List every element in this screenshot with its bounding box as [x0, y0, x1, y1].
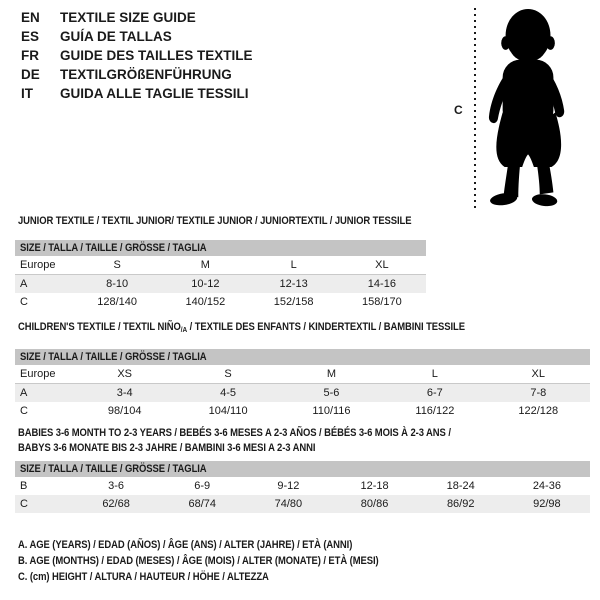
table-cell: 80/86 [331, 495, 417, 513]
row-label: C [20, 405, 28, 417]
table-cell: 86/92 [418, 495, 504, 513]
table-cell: 12-18 [360, 480, 389, 492]
row-label: A [15, 275, 73, 294]
baby-figure [448, 5, 598, 213]
table-cell: 74/80 [245, 495, 331, 513]
table-cell: XL [338, 256, 426, 275]
table-row-europe [15, 365, 590, 384]
table-cell: 62/68 [73, 495, 159, 513]
children-section-title [18, 321, 465, 334]
table-cell: 3-6 [108, 480, 125, 492]
table-cell: 3-4 [73, 384, 176, 403]
legend-line-a: A. AGE (YEARS) / EDAD (AÑOS) / ÂGE (ANS) / ALTER (JAHRE) / ETÀ (ANNI) [18, 539, 353, 551]
table-cell: 158/170 [361, 296, 402, 308]
lang-row-fr [21, 46, 253, 65]
row-label: Europe [15, 256, 73, 275]
row-label: C [20, 296, 28, 308]
table-cell: 6-9 [194, 480, 211, 492]
junior-size-header-bar [15, 240, 426, 256]
language-title-list [21, 8, 253, 103]
height-dotted-line [474, 8, 476, 208]
table-cell: XL [487, 365, 590, 384]
babies-size-header-bar [15, 461, 590, 477]
table-row-c [15, 402, 590, 420]
legend-line-b: B. AGE (MONTHS) / EDAD (MESES) / ÂGE (MOIS) / ALTER (MONATE) / ETÀ (MESI) [18, 555, 379, 567]
babies-section-title-line2: BABYS 3-6 MONATE BIS 2-3 JAHRE / BAMBINI 3-6 MESI A 2-3 ANNI [18, 442, 316, 454]
table-cell: 10-12 [161, 275, 249, 294]
lang-code: FR [21, 48, 39, 63]
table-cell: 98/104 [107, 405, 142, 417]
babies-table [15, 477, 590, 513]
lang-title: GUIDE DES TAILLES TEXTILE [60, 48, 253, 63]
table-cell: S [73, 256, 161, 275]
table-cell: L [250, 256, 338, 275]
row-label: A [15, 384, 73, 403]
table-row-a [15, 384, 590, 403]
table-row-a [15, 275, 426, 294]
junior-section-title: JUNIOR TEXTILE / TEXTIL JUNIOR/ TEXTILE JUNIOR / JUNIORTEXTIL / JUNIOR TESSILE [18, 215, 412, 227]
table-row-europe [15, 256, 426, 275]
size-header-label: SIZE / TALLA / TAILLE / GRÖSSE / TAGLIA [20, 351, 207, 363]
lang-row-en [21, 8, 253, 27]
measurement-legend [18, 537, 437, 585]
legend-line-c: C. (cm) HEIGHT / ALTURA / HAUTEUR / HÖHE / ALTEZZA [18, 571, 269, 583]
children-title-text: / TEXTILE DES ENFANTS / KINDERTEXTIL / BAMBINI TESSILE [187, 321, 465, 333]
babies-size-table [15, 461, 590, 513]
table-cell: 92/98 [504, 495, 590, 513]
table-cell: 4-5 [176, 384, 279, 403]
table-cell: 7-8 [487, 384, 590, 403]
children-title-subscript: /A [180, 325, 188, 334]
lang-row-it [21, 84, 253, 103]
table-cell: 5-6 [280, 384, 383, 403]
lang-title: GUÍA DE TALLAS [60, 29, 172, 44]
lang-code: ES [21, 29, 40, 44]
size-header-label: SIZE / TALLA / TAILLE / GRÖSSE / TAGLIA [20, 242, 207, 254]
table-cell: 128/140 [97, 296, 137, 308]
children-size-table [15, 349, 590, 420]
table-cell: 152/158 [273, 296, 314, 308]
children-size-header-bar [15, 349, 590, 365]
row-label: Europe [15, 365, 73, 384]
junior-size-table [15, 240, 426, 311]
table-cell: 9-12 [277, 480, 300, 492]
lang-title: TEXTILGRÖßENFÜHRUNG [60, 67, 232, 82]
lang-code: EN [21, 10, 40, 25]
row-label: C [15, 495, 73, 513]
row-label: B [20, 480, 28, 492]
table-row-c [15, 293, 426, 311]
table-cell: 110/116 [312, 405, 351, 417]
height-measure-label: C [454, 103, 463, 117]
children-table [15, 365, 590, 420]
table-cell: 122/128 [518, 405, 559, 417]
table-cell: XS [73, 365, 176, 384]
table-cell: 8-10 [73, 275, 161, 294]
lang-title: GUIDA ALLE TAGLIE TESSILI [60, 86, 249, 101]
table-cell: 104/110 [208, 405, 248, 417]
table-cell: 140/152 [185, 296, 226, 308]
babies-section-title-line1: BABIES 3-6 MONTH TO 2-3 YEARS / BEBÉS 3-6 MESES A 2-3 AÑOS / BÉBÉS 3-6 MOIS À 2-3 ANS / [18, 427, 451, 439]
table-cell: L [383, 365, 486, 384]
lang-row-es [21, 27, 253, 46]
table-cell: S [176, 365, 279, 384]
table-cell: 14-16 [338, 275, 426, 294]
baby-silhouette-icon [483, 7, 576, 207]
table-cell: 12-13 [250, 275, 338, 294]
lang-code: IT [21, 86, 33, 101]
lang-title: TEXTILE SIZE GUIDE [60, 10, 196, 25]
table-cell: 116/122 [415, 405, 455, 417]
table-row-c [15, 495, 590, 513]
table-cell: 24-36 [532, 480, 561, 492]
lang-code: DE [21, 67, 40, 82]
table-row-b [15, 477, 590, 495]
junior-table [15, 256, 426, 311]
table-cell: 6-7 [383, 384, 486, 403]
table-cell: 18-24 [446, 480, 475, 492]
table-cell: M [161, 256, 249, 275]
size-header-label: SIZE / TALLA / TAILLE / GRÖSSE / TAGLIA [20, 463, 207, 475]
children-title-text: CHILDREN'S TEXTILE / TEXTIL NIÑO [18, 321, 181, 333]
table-cell: 68/74 [159, 495, 245, 513]
table-cell: M [280, 365, 383, 384]
lang-row-de [21, 65, 253, 84]
